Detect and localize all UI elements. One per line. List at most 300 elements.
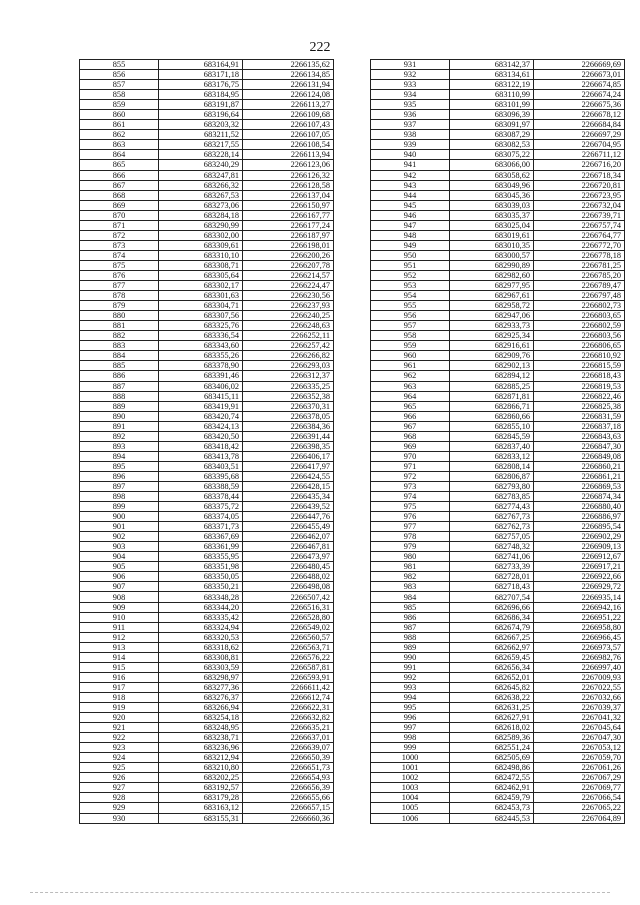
y-coordinate-cell: 2266200,26 xyxy=(243,250,334,260)
y-coordinate-cell: 2267009,93 xyxy=(534,672,625,682)
x-coordinate-cell: 683406,02 xyxy=(159,381,243,391)
y-coordinate-cell: 2266107,05 xyxy=(243,130,334,140)
table-row xyxy=(80,471,334,481)
x-coordinate-cell: 682627,91 xyxy=(450,713,534,723)
x-coordinate-cell: 682618,02 xyxy=(450,723,534,733)
y-coordinate-cell: 2266849,08 xyxy=(534,451,625,461)
table-row xyxy=(80,682,334,692)
table-row xyxy=(371,281,625,291)
point-number-cell: 977 xyxy=(371,522,450,532)
y-coordinate-cell: 2266439,52 xyxy=(243,502,334,512)
table-row xyxy=(371,753,625,763)
table-row xyxy=(371,431,625,441)
x-coordinate-cell: 683176,75 xyxy=(159,80,243,90)
point-number-cell: 967 xyxy=(371,421,450,431)
table-row xyxy=(80,532,334,542)
y-coordinate-cell: 2266252,11 xyxy=(243,331,334,341)
table-row xyxy=(371,612,625,622)
y-coordinate-cell: 2266847,30 xyxy=(534,441,625,451)
point-number-cell: 945 xyxy=(371,200,450,210)
y-coordinate-cell: 2266406,17 xyxy=(243,451,334,461)
y-coordinate-cell: 2266109,68 xyxy=(243,110,334,120)
y-coordinate-cell: 2266825,38 xyxy=(534,401,625,411)
point-number-cell: 995 xyxy=(371,703,450,713)
point-number-cell: 871 xyxy=(80,220,159,230)
coordinates-table-left-body xyxy=(80,60,334,824)
y-coordinate-cell: 2266781,25 xyxy=(534,260,625,270)
point-number-cell: 909 xyxy=(80,602,159,612)
x-coordinate-cell: 682462,91 xyxy=(450,783,534,793)
table-row xyxy=(371,713,625,723)
x-coordinate-cell: 683000,57 xyxy=(450,250,534,260)
table-row xyxy=(80,120,334,130)
table-row xyxy=(80,512,334,522)
y-coordinate-cell: 2266716,20 xyxy=(534,160,625,170)
y-coordinate-cell: 2266673,01 xyxy=(534,70,625,80)
point-number-cell: 879 xyxy=(80,301,159,311)
table-row xyxy=(371,461,625,471)
table-row xyxy=(80,130,334,140)
table-row xyxy=(80,672,334,682)
y-coordinate-cell: 2266576,22 xyxy=(243,652,334,662)
point-number-cell: 905 xyxy=(80,562,159,572)
x-coordinate-cell: 683415,11 xyxy=(159,391,243,401)
point-number-cell: 961 xyxy=(371,361,450,371)
point-number-cell: 896 xyxy=(80,471,159,481)
x-coordinate-cell: 682445,53 xyxy=(450,813,534,823)
point-number-cell: 952 xyxy=(371,270,450,280)
y-coordinate-cell: 2266650,39 xyxy=(243,753,334,763)
table-row xyxy=(371,90,625,100)
x-coordinate-cell: 682662,97 xyxy=(450,642,534,652)
table-row xyxy=(80,793,334,803)
x-coordinate-cell: 683378,90 xyxy=(159,361,243,371)
x-coordinate-cell: 683101,99 xyxy=(450,100,534,110)
x-coordinate-cell: 683010,35 xyxy=(450,240,534,250)
table-row xyxy=(371,632,625,642)
table-row xyxy=(80,733,334,743)
point-number-cell: 893 xyxy=(80,441,159,451)
y-coordinate-cell: 2267066,54 xyxy=(534,793,625,803)
y-coordinate-cell: 2266654,93 xyxy=(243,773,334,783)
point-number-cell: 915 xyxy=(80,662,159,672)
x-coordinate-cell: 683420,74 xyxy=(159,411,243,421)
x-coordinate-cell: 682645,82 xyxy=(450,682,534,692)
table-row xyxy=(371,401,625,411)
x-coordinate-cell: 683298,97 xyxy=(159,672,243,682)
table-row xyxy=(371,351,625,361)
x-coordinate-cell: 683378,44 xyxy=(159,492,243,502)
point-number-cell: 859 xyxy=(80,100,159,110)
x-coordinate-cell: 683247,81 xyxy=(159,170,243,180)
table-row xyxy=(371,371,625,381)
table-row xyxy=(80,331,334,341)
y-coordinate-cell: 2266455,49 xyxy=(243,522,334,532)
y-coordinate-cell: 2266674,85 xyxy=(534,80,625,90)
point-number-cell: 889 xyxy=(80,401,159,411)
x-coordinate-cell: 683248,95 xyxy=(159,723,243,733)
table-row xyxy=(371,140,625,150)
table-row xyxy=(80,301,334,311)
table-row xyxy=(80,150,334,160)
y-coordinate-cell: 2266593,91 xyxy=(243,672,334,682)
table-row xyxy=(80,602,334,612)
table-row xyxy=(80,662,334,672)
table-row xyxy=(371,813,625,823)
y-coordinate-cell: 2267064,89 xyxy=(534,813,625,823)
table-row xyxy=(371,421,625,431)
point-number-cell: 917 xyxy=(80,682,159,692)
point-number-cell: 1003 xyxy=(371,783,450,793)
y-coordinate-cell: 2267067,29 xyxy=(534,773,625,783)
y-coordinate-cell: 2266462,07 xyxy=(243,532,334,542)
point-number-cell: 865 xyxy=(80,160,159,170)
x-coordinate-cell: 682631,25 xyxy=(450,703,534,713)
x-coordinate-cell: 683413,78 xyxy=(159,451,243,461)
point-number-cell: 1002 xyxy=(371,773,450,783)
y-coordinate-cell: 2266224,47 xyxy=(243,281,334,291)
table-row xyxy=(80,250,334,260)
table-row xyxy=(371,311,625,321)
x-coordinate-cell: 682453,73 xyxy=(450,803,534,813)
x-coordinate-cell: 683236,96 xyxy=(159,743,243,753)
x-coordinate-cell: 682551,24 xyxy=(450,743,534,753)
table-row xyxy=(80,451,334,461)
x-coordinate-cell: 683019,61 xyxy=(450,230,534,240)
point-number-cell: 966 xyxy=(371,411,450,421)
point-number-cell: 996 xyxy=(371,713,450,723)
table-row xyxy=(80,773,334,783)
table-row xyxy=(371,602,625,612)
point-number-cell: 973 xyxy=(371,481,450,491)
x-coordinate-cell: 683343,60 xyxy=(159,341,243,351)
x-coordinate-cell: 682589,36 xyxy=(450,733,534,743)
x-coordinate-cell: 683418,42 xyxy=(159,441,243,451)
x-coordinate-cell: 683202,25 xyxy=(159,773,243,783)
y-coordinate-cell: 2267047,30 xyxy=(534,733,625,743)
point-number-cell: 979 xyxy=(371,542,450,552)
x-coordinate-cell: 682748,32 xyxy=(450,542,534,552)
x-coordinate-cell: 682855,10 xyxy=(450,421,534,431)
point-number-cell: 956 xyxy=(371,311,450,321)
x-coordinate-cell: 682741,06 xyxy=(450,552,534,562)
y-coordinate-cell: 2266895,54 xyxy=(534,522,625,532)
x-coordinate-cell: 683087,29 xyxy=(450,130,534,140)
x-coordinate-cell: 683049,96 xyxy=(450,180,534,190)
y-coordinate-cell: 2266656,39 xyxy=(243,783,334,793)
table-row xyxy=(371,200,625,210)
table-row xyxy=(371,803,625,813)
table-row xyxy=(371,512,625,522)
y-coordinate-cell: 2266293,03 xyxy=(243,361,334,371)
point-number-cell: 969 xyxy=(371,441,450,451)
point-number-cell: 968 xyxy=(371,431,450,441)
table-row xyxy=(80,170,334,180)
x-coordinate-cell: 682498,86 xyxy=(450,763,534,773)
y-coordinate-cell: 2266128,58 xyxy=(243,180,334,190)
y-coordinate-cell: 2266886,97 xyxy=(534,512,625,522)
point-number-cell: 946 xyxy=(371,210,450,220)
point-number-cell: 980 xyxy=(371,552,450,562)
point-number-cell: 984 xyxy=(371,592,450,602)
x-coordinate-cell: 682990,89 xyxy=(450,260,534,270)
point-number-cell: 934 xyxy=(371,90,450,100)
point-number-cell: 855 xyxy=(80,60,159,70)
table-row xyxy=(371,793,625,803)
point-number-cell: 911 xyxy=(80,622,159,632)
x-coordinate-cell: 683335,42 xyxy=(159,612,243,622)
point-number-cell: 898 xyxy=(80,492,159,502)
y-coordinate-cell: 2266723,95 xyxy=(534,190,625,200)
y-coordinate-cell: 2266137,04 xyxy=(243,190,334,200)
y-coordinate-cell: 2266480,45 xyxy=(243,562,334,572)
table-row xyxy=(80,90,334,100)
table-row xyxy=(80,260,334,270)
x-coordinate-cell: 682958,72 xyxy=(450,301,534,311)
point-number-cell: 950 xyxy=(371,250,450,260)
point-number-cell: 919 xyxy=(80,703,159,713)
y-coordinate-cell: 2266764,77 xyxy=(534,230,625,240)
point-number-cell: 872 xyxy=(80,230,159,240)
x-coordinate-cell: 683344,20 xyxy=(159,602,243,612)
x-coordinate-cell: 682774,43 xyxy=(450,502,534,512)
x-coordinate-cell: 683320,53 xyxy=(159,632,243,642)
table-row xyxy=(371,692,625,702)
x-coordinate-cell: 682472,55 xyxy=(450,773,534,783)
point-number-cell: 998 xyxy=(371,733,450,743)
table-row xyxy=(80,612,334,622)
table-row xyxy=(80,411,334,421)
table-row xyxy=(80,763,334,773)
point-number-cell: 894 xyxy=(80,451,159,461)
point-number-cell: 861 xyxy=(80,120,159,130)
point-number-cell: 944 xyxy=(371,190,450,200)
y-coordinate-cell: 2266126,32 xyxy=(243,170,334,180)
x-coordinate-cell: 682674,79 xyxy=(450,622,534,632)
point-number-cell: 976 xyxy=(371,512,450,522)
x-coordinate-cell: 683355,26 xyxy=(159,351,243,361)
x-coordinate-cell: 683075,22 xyxy=(450,150,534,160)
x-coordinate-cell: 683163,12 xyxy=(159,803,243,813)
point-number-cell: 912 xyxy=(80,632,159,642)
table-row xyxy=(371,130,625,140)
point-number-cell: 1000 xyxy=(371,753,450,763)
y-coordinate-cell: 2266651,73 xyxy=(243,763,334,773)
x-coordinate-cell: 683039,03 xyxy=(450,200,534,210)
y-coordinate-cell: 2266669,69 xyxy=(534,60,625,70)
x-coordinate-cell: 683096,39 xyxy=(450,110,534,120)
table-row xyxy=(80,592,334,602)
point-number-cell: 857 xyxy=(80,80,159,90)
table-row xyxy=(80,200,334,210)
y-coordinate-cell: 2266612,74 xyxy=(243,692,334,702)
point-number-cell: 883 xyxy=(80,341,159,351)
point-number-cell: 951 xyxy=(371,260,450,270)
point-number-cell: 900 xyxy=(80,512,159,522)
point-number-cell: 910 xyxy=(80,612,159,622)
table-row xyxy=(80,190,334,200)
point-number-cell: 901 xyxy=(80,522,159,532)
y-coordinate-cell: 2266711,12 xyxy=(534,150,625,160)
table-row xyxy=(371,100,625,110)
point-number-cell: 878 xyxy=(80,291,159,301)
y-coordinate-cell: 2266997,40 xyxy=(534,662,625,672)
table-row xyxy=(371,110,625,120)
point-number-cell: 880 xyxy=(80,311,159,321)
table-row xyxy=(371,763,625,773)
y-coordinate-cell: 2266107,43 xyxy=(243,120,334,130)
y-coordinate-cell: 2266507,42 xyxy=(243,592,334,602)
x-coordinate-cell: 683350,05 xyxy=(159,572,243,582)
x-coordinate-cell: 683308,71 xyxy=(159,260,243,270)
y-coordinate-cell: 2266398,35 xyxy=(243,441,334,451)
x-coordinate-cell: 683066,00 xyxy=(450,160,534,170)
x-coordinate-cell: 682652,01 xyxy=(450,672,534,682)
y-coordinate-cell: 2266177,24 xyxy=(243,220,334,230)
coordinates-table-right-body xyxy=(371,60,625,824)
table-row xyxy=(371,552,625,562)
y-coordinate-cell: 2266917,21 xyxy=(534,562,625,572)
point-number-cell: 874 xyxy=(80,250,159,260)
point-number-cell: 903 xyxy=(80,542,159,552)
y-coordinate-cell: 2266860,21 xyxy=(534,461,625,471)
y-coordinate-cell: 2266134,85 xyxy=(243,70,334,80)
table-row xyxy=(80,160,334,170)
table-row xyxy=(80,441,334,451)
point-number-cell: 927 xyxy=(80,783,159,793)
x-coordinate-cell: 683122,19 xyxy=(450,80,534,90)
x-coordinate-cell: 682728,01 xyxy=(450,572,534,582)
x-coordinate-cell: 682459,79 xyxy=(450,793,534,803)
point-number-cell: 887 xyxy=(80,381,159,391)
table-row xyxy=(80,431,334,441)
y-coordinate-cell: 2266150,97 xyxy=(243,200,334,210)
y-coordinate-cell: 2267065,22 xyxy=(534,803,625,813)
point-number-cell: 965 xyxy=(371,401,450,411)
x-coordinate-cell: 683391,46 xyxy=(159,371,243,381)
y-coordinate-cell: 2266797,48 xyxy=(534,291,625,301)
x-coordinate-cell: 682982,60 xyxy=(450,270,534,280)
y-coordinate-cell: 2266660,36 xyxy=(243,813,334,823)
point-number-cell: 929 xyxy=(80,803,159,813)
y-coordinate-cell: 2266447,76 xyxy=(243,512,334,522)
y-coordinate-cell: 2266697,29 xyxy=(534,130,625,140)
table-row xyxy=(371,301,625,311)
table-row xyxy=(371,703,625,713)
table-row xyxy=(371,532,625,542)
table-row xyxy=(371,260,625,270)
table-row xyxy=(371,381,625,391)
point-number-cell: 939 xyxy=(371,140,450,150)
point-number-cell: 921 xyxy=(80,723,159,733)
table-row xyxy=(371,331,625,341)
y-coordinate-cell: 2266902,29 xyxy=(534,532,625,542)
x-coordinate-cell: 683307,56 xyxy=(159,311,243,321)
point-number-cell: 869 xyxy=(80,200,159,210)
y-coordinate-cell: 2267069,77 xyxy=(534,783,625,793)
point-number-cell: 926 xyxy=(80,773,159,783)
table-row xyxy=(80,692,334,702)
point-number-cell: 867 xyxy=(80,180,159,190)
y-coordinate-cell: 2266335,25 xyxy=(243,381,334,391)
point-number-cell: 991 xyxy=(371,662,450,672)
table-row xyxy=(371,481,625,491)
point-number-cell: 860 xyxy=(80,110,159,120)
table-row xyxy=(80,743,334,753)
x-coordinate-cell: 683142,37 xyxy=(450,60,534,70)
point-number-cell: 891 xyxy=(80,421,159,431)
point-number-cell: 941 xyxy=(371,160,450,170)
point-number-cell: 940 xyxy=(371,150,450,160)
x-coordinate-cell: 683217,55 xyxy=(159,140,243,150)
x-coordinate-cell: 683082,53 xyxy=(450,140,534,150)
point-number-cell: 974 xyxy=(371,492,450,502)
x-coordinate-cell: 683388,59 xyxy=(159,481,243,491)
point-number-cell: 949 xyxy=(371,240,450,250)
table-row xyxy=(80,562,334,572)
y-coordinate-cell: 2266935,14 xyxy=(534,592,625,602)
page-number: 222 xyxy=(309,40,331,55)
table-row xyxy=(80,753,334,763)
point-number-cell: 975 xyxy=(371,502,450,512)
table-row xyxy=(80,803,334,813)
table-row xyxy=(371,652,625,662)
table-row xyxy=(80,502,334,512)
x-coordinate-cell: 683254,18 xyxy=(159,713,243,723)
y-coordinate-cell: 2266587,81 xyxy=(243,662,334,672)
x-coordinate-cell: 683025,04 xyxy=(450,220,534,230)
table-row xyxy=(371,622,625,632)
point-number-cell: 997 xyxy=(371,723,450,733)
x-coordinate-cell: 683238,71 xyxy=(159,733,243,743)
point-number-cell: 924 xyxy=(80,753,159,763)
table-row xyxy=(80,492,334,502)
y-coordinate-cell: 2266869,53 xyxy=(534,481,625,491)
y-coordinate-cell: 2266802,73 xyxy=(534,301,625,311)
point-number-cell: 989 xyxy=(371,642,450,652)
table-row xyxy=(80,461,334,471)
table-row xyxy=(371,562,625,572)
y-coordinate-cell: 2267039,37 xyxy=(534,703,625,713)
table-row xyxy=(80,60,334,70)
x-coordinate-cell: 683348,28 xyxy=(159,592,243,602)
table-row xyxy=(371,743,625,753)
y-coordinate-cell: 2266803,65 xyxy=(534,311,625,321)
table-row xyxy=(80,100,334,110)
x-coordinate-cell: 683302,17 xyxy=(159,281,243,291)
table-row xyxy=(371,411,625,421)
x-coordinate-cell: 683045,36 xyxy=(450,190,534,200)
table-row xyxy=(80,321,334,331)
x-coordinate-cell: 683192,57 xyxy=(159,783,243,793)
x-coordinate-cell: 682902,13 xyxy=(450,361,534,371)
x-coordinate-cell: 682871,81 xyxy=(450,391,534,401)
y-coordinate-cell: 2267045,64 xyxy=(534,723,625,733)
y-coordinate-cell: 2266563,71 xyxy=(243,642,334,652)
y-coordinate-cell: 2266198,01 xyxy=(243,240,334,250)
x-coordinate-cell: 682733,39 xyxy=(450,562,534,572)
point-number-cell: 993 xyxy=(371,682,450,692)
y-coordinate-cell: 2266810,92 xyxy=(534,351,625,361)
point-number-cell: 862 xyxy=(80,130,159,140)
point-number-cell: 943 xyxy=(371,180,450,190)
table-row xyxy=(371,682,625,692)
table-row xyxy=(371,451,625,461)
x-coordinate-cell: 682947,06 xyxy=(450,311,534,321)
point-number-cell: 890 xyxy=(80,411,159,421)
y-coordinate-cell: 2266973,57 xyxy=(534,642,625,652)
y-coordinate-cell: 2266424,55 xyxy=(243,471,334,481)
